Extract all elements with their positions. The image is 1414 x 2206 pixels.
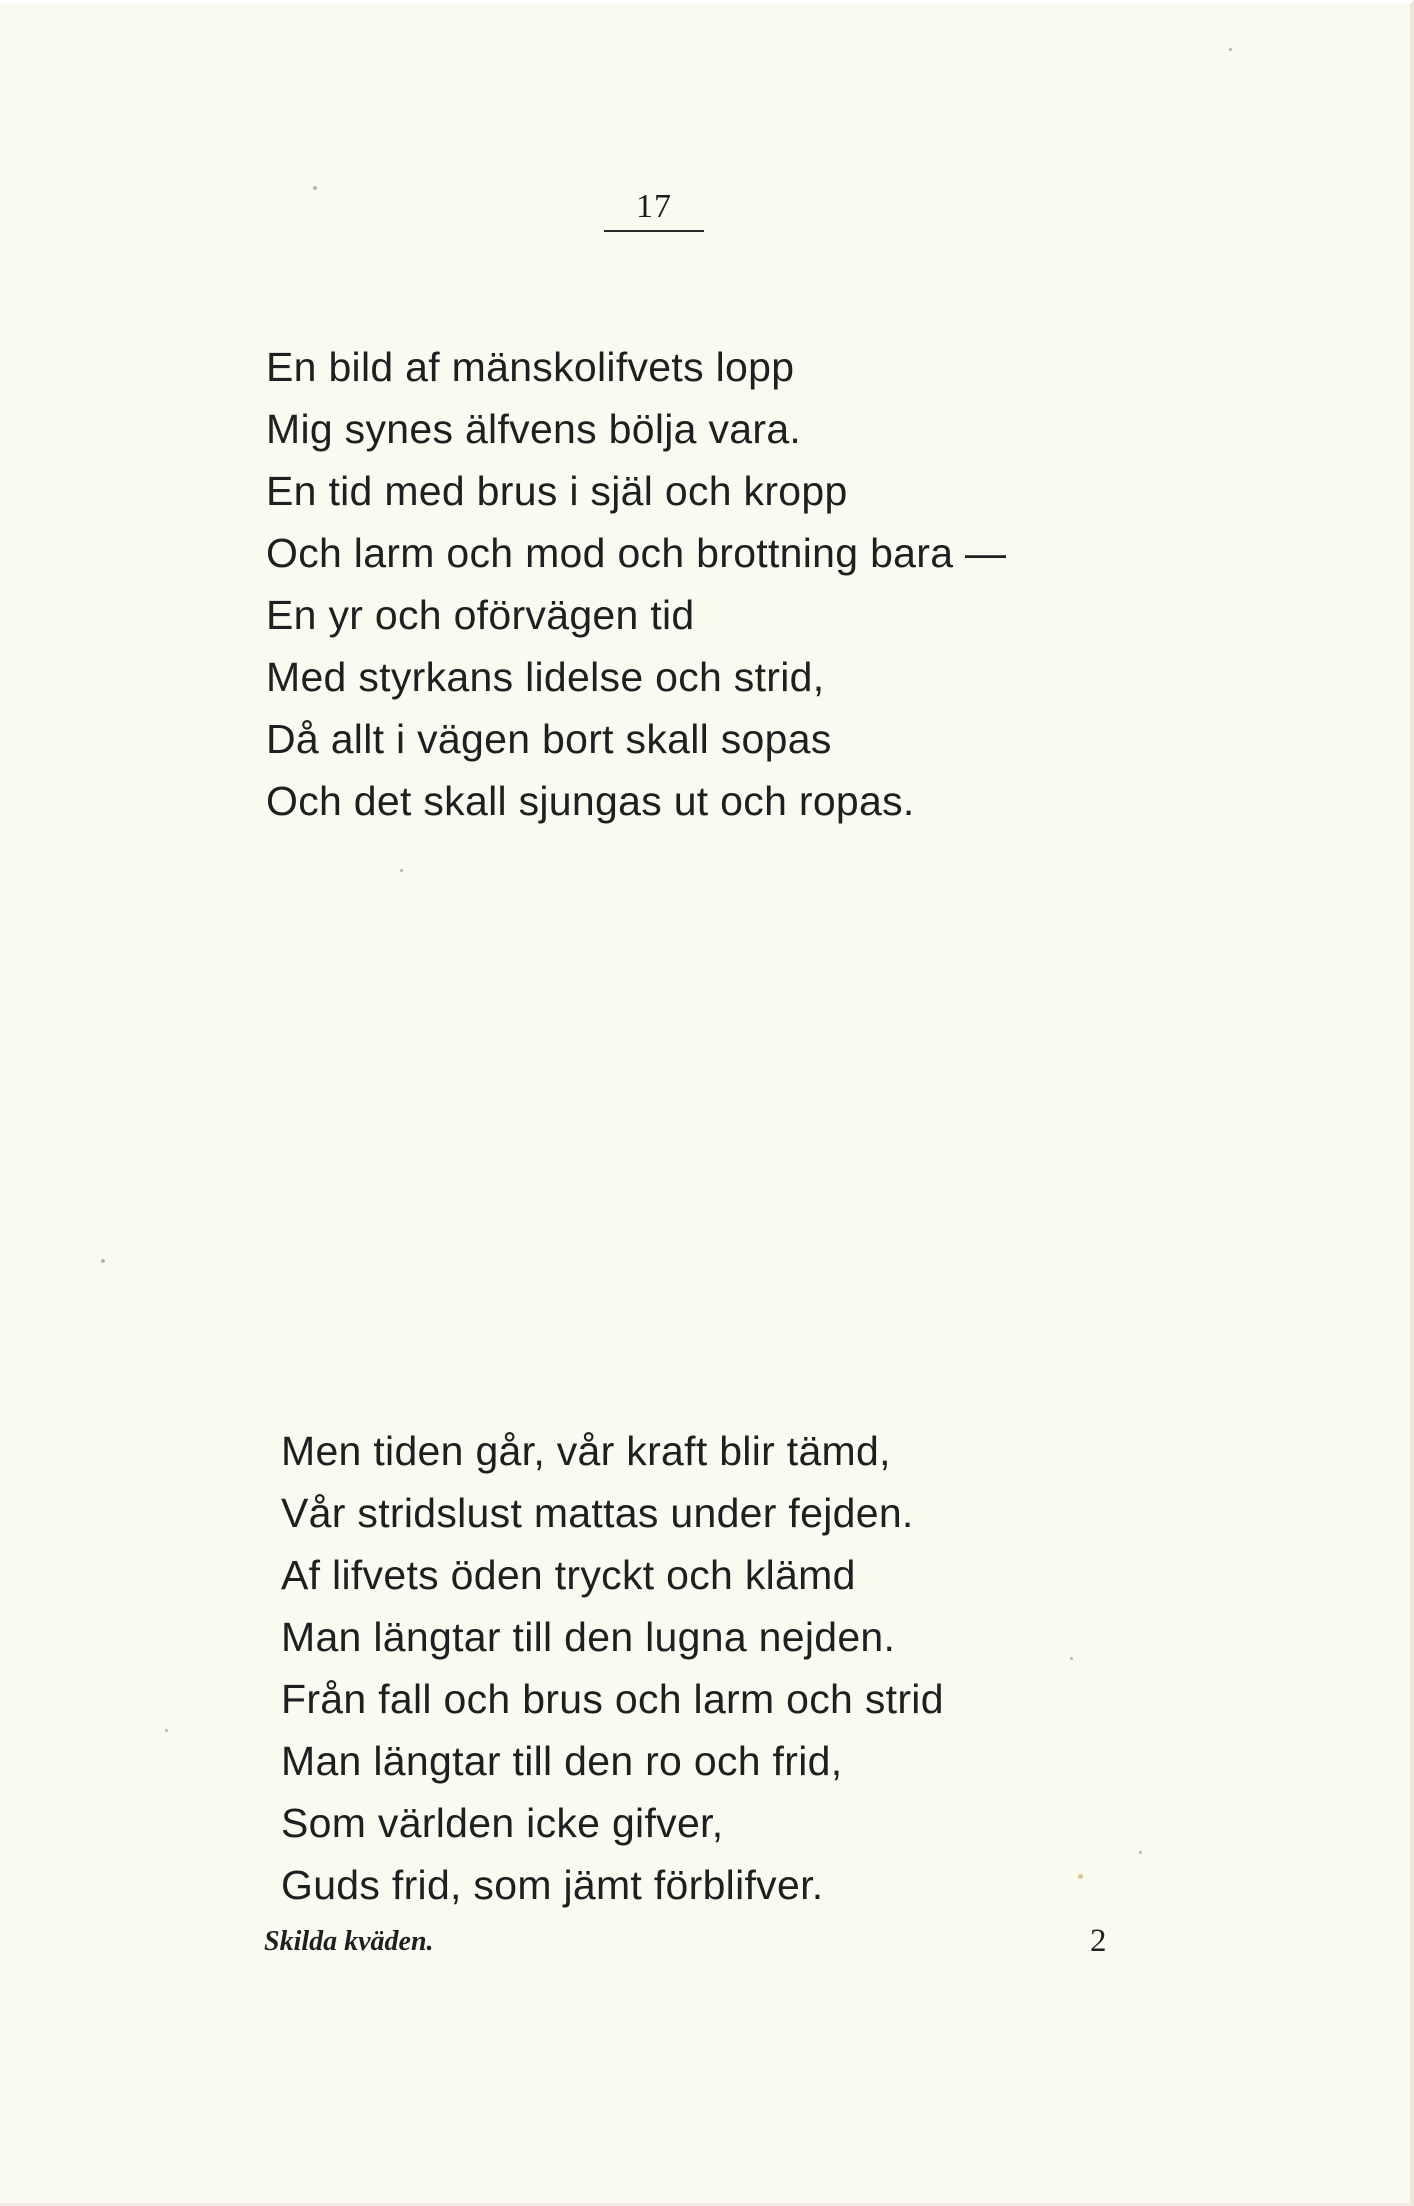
verse-line: Af lifvets öden tryckt och klämd (281, 1552, 856, 1598)
verse-line: En yr och oförvägen tid (266, 592, 695, 638)
paper-speck (1229, 48, 1232, 51)
verse-line: Och larm och mod och brottning bara — (266, 530, 1007, 576)
verse-line: Då allt i vägen bort skall sopas (266, 716, 832, 762)
verse-line: Och det skall sjungas ut och ropas. (266, 778, 915, 824)
page-number-underline (604, 230, 704, 232)
poem-stanza-1 (266, 336, 1006, 832)
paper-speck (101, 1259, 105, 1263)
verse-line: Guds frid, som jämt förblifver. (281, 1862, 824, 1908)
paper-speck (1070, 1657, 1073, 1660)
paper-speck (165, 1729, 168, 1732)
verse-line: En tid med brus i själ och kropp (266, 468, 848, 514)
paper-speck (313, 186, 317, 190)
verse-line: Man längtar till den lugna nejden. (281, 1614, 896, 1660)
verse-line: Man längtar till den ro och frid, (281, 1738, 843, 1784)
verse-line: Som världen icke gifver, (281, 1800, 724, 1846)
verse-line: Vår stridslust mattas under fejden. (281, 1490, 914, 1536)
signature-number: 2 (1090, 1923, 1107, 1959)
verse-line: Med styrkans lidelse och strid, (266, 654, 825, 700)
paper-speck (400, 869, 403, 872)
verse-line: Mig synes älfvens bölja vara. (266, 406, 802, 452)
verse-line: Från fall och brus och larm och strid (281, 1676, 944, 1722)
verse-line: Men tiden går, vår kraft blir tämd, (281, 1428, 891, 1474)
signature-mark: Skilda kväden. (264, 1926, 434, 1957)
page-number: 17 (636, 188, 672, 225)
verse-line: En bild af mänskolifvets lopp (266, 344, 795, 390)
paper-speck (1139, 1851, 1142, 1854)
poem-stanza-2 (281, 1420, 944, 1916)
paper-speck (1078, 1874, 1083, 1879)
